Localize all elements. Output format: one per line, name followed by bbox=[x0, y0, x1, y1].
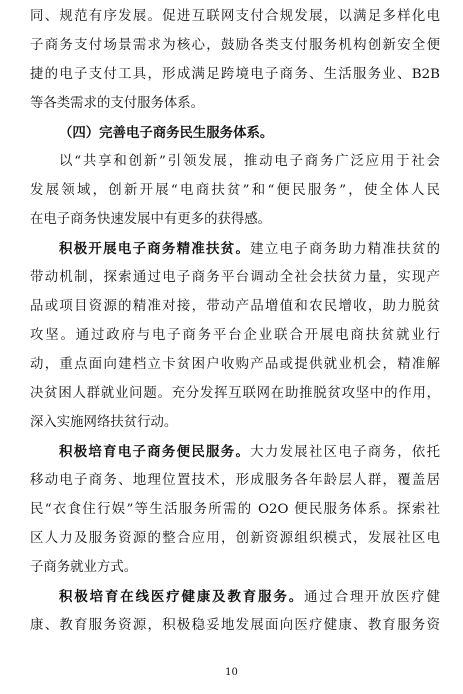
paragraph-lead: 积极开展电子商务精准扶贫。 bbox=[59, 241, 251, 257]
paragraph-line: 动，重点面向建档立卡贫困户收购产品或提供就业机会，精准解 bbox=[30, 357, 440, 372]
paragraph-line: 民“衣食住行娱”等生活服务所需的 O2O 便民服务体系。探索社 bbox=[30, 502, 440, 517]
paragraph-line: 康、教育服务资源，积极稳妥地发展面向医疗健康、教育服务资 bbox=[30, 618, 440, 633]
paragraph-line: 攻坚。通过政府与电子商务平台企业联合开展电商扶贫就业行 bbox=[30, 328, 440, 343]
paragraph-line: 积极培育电子商务便民服务。大力发展社区电子商务，依托 bbox=[59, 444, 440, 460]
paragraph-line: 等各类需求的支付服务体系。 bbox=[30, 96, 205, 111]
paragraph-line: 积极开展电子商务精准扶贫。建立电子商务助力精准扶贫的 bbox=[59, 241, 440, 257]
paragraph-line: 在电子商务快速发展中有更多的获得感。 bbox=[30, 212, 272, 227]
paragraph-line: 捷的电子支付工具，形成满足跨境电子商务、生活服务业、B2B bbox=[30, 67, 440, 82]
paragraph-line: 区人力及服务资源的整合应用，创新资源组织模式，发展社区电 bbox=[30, 531, 440, 546]
paragraph-line: 子商务就业方式。 bbox=[30, 560, 138, 575]
paragraph-line: 以“共享和创新”引领发展，推动电子商务广泛应用于社会 bbox=[59, 154, 440, 169]
paragraph-line: 同、规范有序发展。促进互联网支付合规发展，以满足多样化电 bbox=[30, 9, 440, 24]
paragraph-line: 品或项目资源的精准对接，带动产品增值和农民增收，助力脱贫 bbox=[30, 299, 440, 314]
section-heading: （四）完善电子商务民生服务体系。 bbox=[59, 125, 274, 141]
paragraph-line: 移动电子商务、地理位置技术，形成服务各年龄层人群，覆盖居 bbox=[30, 473, 440, 488]
paragraph-line: 带动机制，探索通过电子商务平台调动全社会扶贫力量，实现产 bbox=[30, 270, 440, 285]
paragraph-line: 子商务支付场景需求为核心，鼓励各类支付服务机构创新安全便 bbox=[30, 38, 440, 53]
paragraph-line: 决贫困人群就业问题。充分发挥互联网在助推脱贫攻坚中的作用， bbox=[30, 386, 440, 401]
paragraph-line: 发展领域，创新开展“电商扶贫”和“便民服务”，使全体人民 bbox=[30, 183, 440, 198]
paragraph-lead: 积极培育在线医疗健康及教育服务。 bbox=[59, 589, 305, 605]
paragraph-lead: 积极培育电子商务便民服务。 bbox=[59, 444, 251, 460]
paragraph-line: 深入实施网络扶贫行动。 bbox=[30, 415, 178, 430]
paragraph-line: 积极培育在线医疗健康及教育服务。通过合理开放医疗健 bbox=[59, 589, 441, 605]
page-number: 10 bbox=[225, 667, 238, 678]
